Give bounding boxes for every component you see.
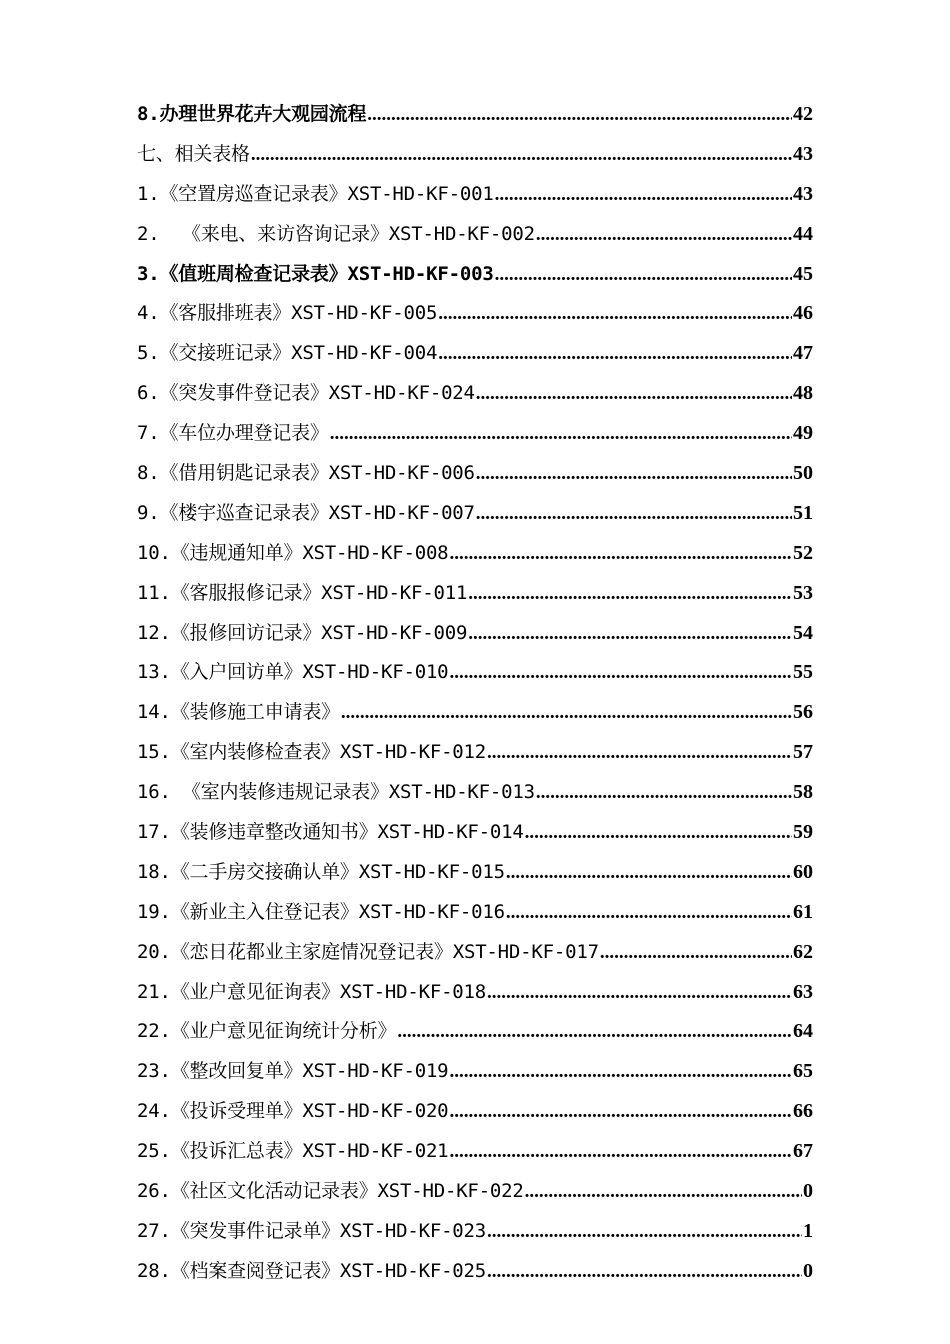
toc-page-number: 63 <box>793 980 813 1003</box>
toc-entry-title: 26.《社区文化活动记录表》XST-HD-KF-022 <box>137 1180 524 1203</box>
toc-page-number: 0 <box>803 1259 813 1282</box>
toc-page-number: 42 <box>793 103 813 125</box>
toc-page-number: 48 <box>793 382 813 405</box>
toc-entry[interactable] <box>137 294 813 334</box>
toc-entry-title: 16. 《室内装修违规记录表》XST-HD-KF-013 <box>137 781 535 804</box>
toc-page-number: 55 <box>793 661 813 684</box>
toc-dot-leader <box>476 454 792 494</box>
toc-entry-title: 2. 《来电、来访咨询记录》XST-HD-KF-002 <box>137 222 535 245</box>
toc-entry[interactable] <box>137 1252 813 1292</box>
toc-entry[interactable] <box>137 494 813 534</box>
toc-page-number: 1 <box>803 1219 813 1242</box>
toc-entry[interactable] <box>137 334 813 374</box>
toc-dot-leader <box>487 733 792 773</box>
toc-page-number: 65 <box>793 1060 813 1083</box>
toc-entry[interactable] <box>137 255 813 295</box>
toc-entry-title: 13.《入户回访单》XST-HD-KF-010 <box>137 661 449 684</box>
toc-entry[interactable] <box>137 1132 813 1172</box>
toc-dot-leader <box>525 813 792 853</box>
toc-page-number: 61 <box>793 900 813 923</box>
toc-dot-leader <box>449 1052 792 1092</box>
toc-entry[interactable] <box>137 534 813 574</box>
table-of-contents <box>137 95 813 1292</box>
toc-entry[interactable] <box>137 574 813 614</box>
toc-entry[interactable] <box>137 95 813 135</box>
toc-entry-title: 6.《突发事件登记表》XST-HD-KF-024 <box>137 382 475 405</box>
toc-entry[interactable] <box>137 973 813 1013</box>
toc-page-number: 53 <box>793 581 813 604</box>
toc-entry-title: 8.办理世界花卉大观园流程 <box>137 103 367 125</box>
toc-page-number: 51 <box>793 501 813 524</box>
toc-dot-leader <box>449 653 792 693</box>
toc-entry-title: 21.《业户意见征询表》XST-HD-KF-018 <box>137 980 487 1003</box>
toc-entry-title: 15.《室内装修检查表》XST-HD-KF-012 <box>137 741 487 764</box>
toc-entry[interactable] <box>137 215 813 255</box>
toc-entry[interactable] <box>137 853 813 893</box>
toc-entry[interactable] <box>137 933 813 973</box>
toc-dot-leader <box>438 334 792 374</box>
toc-entry-title: 11.《客服报修记录》XST-HD-KF-011 <box>137 581 468 604</box>
toc-entry[interactable] <box>137 773 813 813</box>
toc-dot-leader <box>487 973 792 1013</box>
toc-dot-leader <box>525 1172 802 1212</box>
toc-page-number: 58 <box>793 781 813 804</box>
toc-dot-leader <box>449 1132 792 1172</box>
toc-entry[interactable] <box>137 135 813 175</box>
toc-entry[interactable] <box>137 374 813 414</box>
toc-page-number: 43 <box>793 142 813 165</box>
toc-entry[interactable] <box>137 653 813 693</box>
toc-page-number: 62 <box>793 940 813 963</box>
toc-entry[interactable] <box>137 1012 813 1052</box>
toc-entry[interactable] <box>137 813 813 853</box>
toc-entry[interactable] <box>137 454 813 494</box>
toc-dot-leader <box>367 95 792 135</box>
toc-dot-leader <box>495 255 792 295</box>
toc-entry-title: 18.《二手房交接确认单》XST-HD-KF-015 <box>137 860 505 883</box>
toc-entry[interactable] <box>137 733 813 773</box>
toc-entry[interactable] <box>137 1172 813 1212</box>
toc-dot-leader <box>536 215 792 255</box>
toc-entry-title: 七、相关表格 <box>137 142 250 165</box>
toc-dot-leader <box>397 1012 792 1052</box>
toc-entry-title: 9.《楼宇巡查记录表》XST-HD-KF-007 <box>137 501 475 524</box>
toc-dot-leader <box>506 853 792 893</box>
toc-entry-title: 14.《装修施工申请表》 <box>137 701 340 724</box>
toc-page-number: 64 <box>793 1020 813 1043</box>
toc-entry-title: 19.《新业主入住登记表》XST-HD-KF-016 <box>137 900 505 923</box>
toc-page-number: 57 <box>793 741 813 764</box>
toc-entry-title: 4.《客服排班表》XST-HD-KF-005 <box>137 302 438 325</box>
toc-dot-leader <box>536 773 792 813</box>
toc-entry-title: 7.《车位办理登记表》 <box>137 422 329 445</box>
toc-entry-title: 20.《恋日花都业主家庭情况登记表》XST-HD-KF-017 <box>137 940 599 963</box>
toc-page-number: 44 <box>793 222 813 245</box>
toc-dot-leader <box>495 175 792 215</box>
toc-page-number: 52 <box>793 541 813 564</box>
toc-dot-leader <box>330 414 792 454</box>
toc-entry[interactable] <box>137 414 813 454</box>
toc-entry-title: 28.《档案查阅登记表》XST-HD-KF-025 <box>137 1259 487 1282</box>
toc-dot-leader <box>468 614 792 654</box>
toc-entry[interactable] <box>137 1052 813 1092</box>
toc-entry-title: 5.《交接班记录》XST-HD-KF-004 <box>137 342 438 365</box>
toc-dot-leader <box>438 294 792 334</box>
toc-dot-leader <box>251 135 792 175</box>
toc-page-number: 0 <box>803 1180 813 1203</box>
toc-page-number: 43 <box>793 182 813 205</box>
toc-page-number: 49 <box>793 422 813 445</box>
toc-entry[interactable] <box>137 614 813 654</box>
toc-dot-leader <box>449 534 792 574</box>
toc-entry[interactable] <box>137 175 813 215</box>
toc-entry-title: 1.《空置房巡查记录表》XST-HD-KF-001 <box>137 182 494 205</box>
toc-page-number: 60 <box>793 860 813 883</box>
toc-page-number: 46 <box>793 302 813 325</box>
toc-entry-title: 24.《投诉受理单》XST-HD-KF-020 <box>137 1100 449 1123</box>
toc-entry-title: 17.《装修违章整改通知书》XST-HD-KF-014 <box>137 821 524 844</box>
toc-entry-title: 12.《报修回访记录》XST-HD-KF-009 <box>137 621 468 644</box>
toc-entry[interactable] <box>137 893 813 933</box>
toc-page-number: 67 <box>793 1140 813 1163</box>
toc-dot-leader <box>487 1212 802 1252</box>
toc-entry[interactable] <box>137 1092 813 1132</box>
toc-page-number: 47 <box>793 342 813 365</box>
toc-entry-title: 22.《业户意见征询统计分析》 <box>137 1020 397 1043</box>
toc-entry-title: 25.《投诉汇总表》XST-HD-KF-021 <box>137 1140 449 1163</box>
toc-dot-leader <box>476 374 792 414</box>
toc-dot-leader <box>506 893 792 933</box>
toc-dot-leader <box>600 933 792 973</box>
toc-dot-leader <box>468 574 792 614</box>
toc-page-number: 66 <box>793 1100 813 1123</box>
toc-entry[interactable] <box>137 693 813 733</box>
toc-dot-leader <box>476 494 792 534</box>
toc-page-number: 45 <box>793 262 813 285</box>
toc-dot-leader <box>341 693 792 733</box>
toc-entry-title: 8.《借用钥匙记录表》XST-HD-KF-006 <box>137 462 475 485</box>
toc-page-number: 56 <box>793 701 813 724</box>
toc-page-number: 59 <box>793 821 813 844</box>
toc-entry[interactable] <box>137 1212 813 1252</box>
toc-entry-title: 27.《突发事件记录单》XST-HD-KF-023 <box>137 1219 487 1242</box>
toc-page-number: 54 <box>793 621 813 644</box>
toc-entry-title: 23.《整改回复单》XST-HD-KF-019 <box>137 1060 449 1083</box>
toc-page-number: 50 <box>793 462 813 485</box>
toc-entry-title: 10.《违规通知单》XST-HD-KF-008 <box>137 541 449 564</box>
toc-dot-leader <box>487 1252 802 1292</box>
toc-entry-title: 3.《值班周检查记录表》XST-HD-KF-003 <box>137 262 494 285</box>
toc-dot-leader <box>449 1092 792 1132</box>
